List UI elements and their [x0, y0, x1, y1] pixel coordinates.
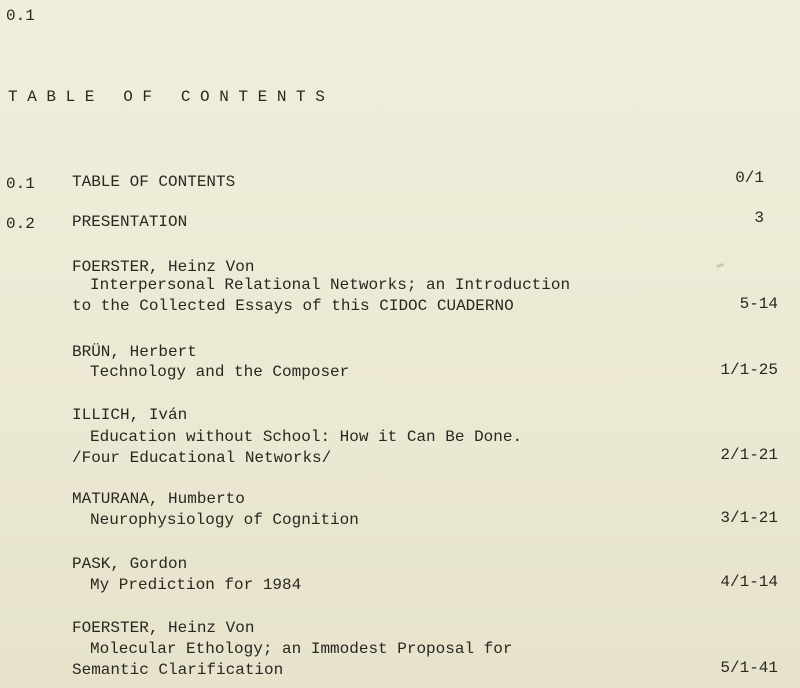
entry-title-line: /Four Educational Networks/	[72, 449, 332, 467]
entry-page: 4/1-14	[720, 573, 778, 591]
entry-author: BRÜN, Herbert	[72, 343, 197, 361]
entry-page: 5-14	[739, 295, 778, 313]
entry-title-line: Education without School: How it Can Be Done.	[90, 428, 523, 446]
entry-title-line: Technology and the Composer	[90, 363, 350, 381]
entry-author: ILLICH, Iván	[72, 406, 188, 424]
section-number: 0.1	[6, 175, 35, 193]
entry-author: PASK, Gordon	[72, 555, 188, 573]
section-page: 3	[754, 209, 764, 227]
section-number: 0.2	[6, 215, 35, 233]
page-title: TABLE OF CONTENTS	[8, 88, 335, 106]
section-title: PRESENTATION	[72, 213, 188, 231]
entry-author: FOERSTER, Heinz Von	[72, 258, 255, 276]
entry-title-line: to the Collected Essays of this CIDOC CUADERNO	[72, 297, 514, 315]
entry-title-line: Semantic Clarification	[72, 661, 284, 679]
entry-title-line: Interpersonal Relational Networks; an Introduction	[90, 276, 571, 294]
page-number: 0.1	[6, 7, 35, 25]
section-page: 0/1	[735, 169, 764, 187]
entry-page: 5/1-41	[720, 659, 778, 677]
entry-author: FOERSTER, Heinz Von	[72, 619, 255, 637]
ink-smudge	[716, 263, 725, 268]
entry-page: 2/1-21	[720, 446, 778, 464]
entry-page: 1/1-25	[720, 361, 778, 379]
section-title: TABLE OF CONTENTS	[72, 173, 236, 191]
entry-title-line: My Prediction for 1984	[90, 576, 302, 594]
entry-page: 3/1-21	[720, 509, 778, 527]
entry-author: MATURANA, Humberto	[72, 490, 245, 508]
entry-title-line: Molecular Ethology; an Immodest Proposal for	[90, 640, 513, 658]
entry-title-line: Neurophysiology of Cognition	[90, 511, 359, 529]
